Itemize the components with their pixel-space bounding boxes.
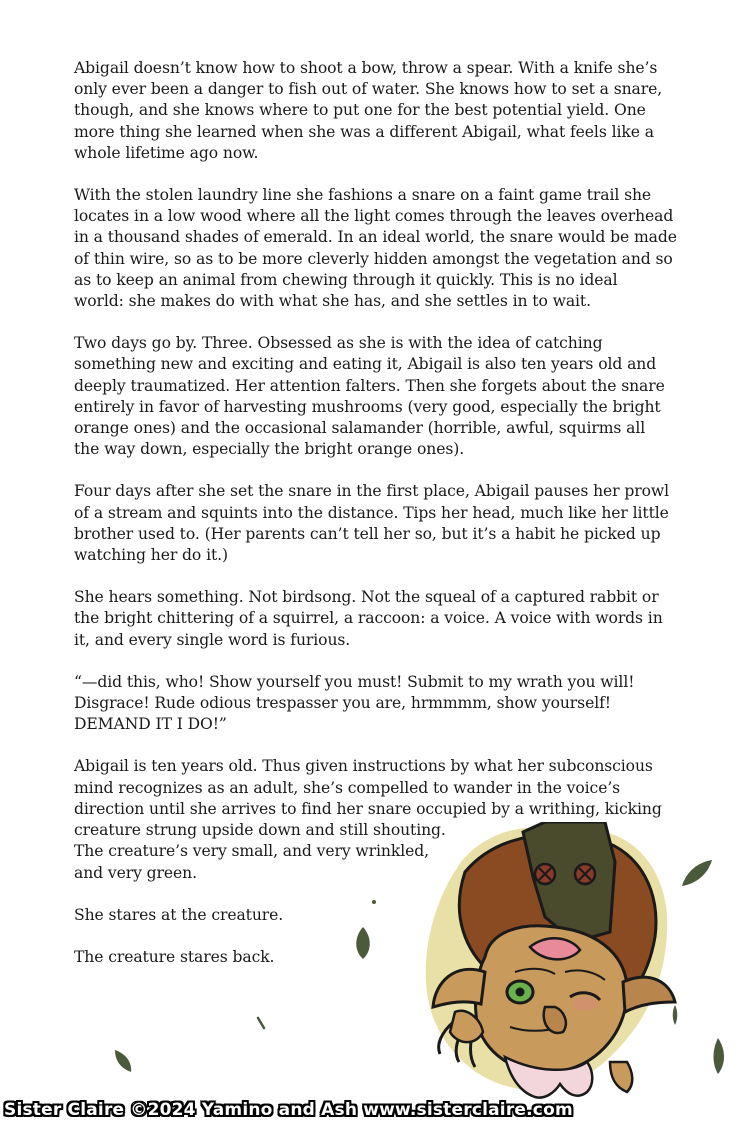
leaf-icon bbox=[112, 1048, 134, 1074]
creature-hand-right bbox=[610, 1062, 632, 1092]
story-line: world: she makes do with what she has, and she settles in to wait. bbox=[74, 292, 591, 311]
story-line: With the stolen laundry line she fashions a snare on a faint game trail she bbox=[74, 186, 652, 205]
leaf-icon bbox=[256, 1016, 266, 1030]
story-line: DEMAND IT I DO!” bbox=[74, 715, 227, 734]
story-paragraph bbox=[74, 587, 674, 651]
credits-footer: Sister Claire ©2024 Yamino and Ash www.sisterclaire.com bbox=[4, 1100, 573, 1120]
story-line: Two days go by. Three. Obsessed as she is with the idea of catching bbox=[74, 334, 603, 353]
story-line: of thin wire, so as to be more cleverly hidden amongst the vegetation and so bbox=[74, 249, 673, 268]
story-line: in a thousand shades of emerald. In an ideal world, the snare would be made bbox=[74, 228, 677, 247]
story-line: more thing she learned when she was a different Abigail, what feels like a bbox=[74, 122, 654, 141]
leaf-icon bbox=[370, 898, 378, 906]
leaf-icon bbox=[680, 858, 714, 888]
story-line: entirely in favor of harvesting mushrooms (very good, especially the bright bbox=[74, 397, 661, 416]
story-line: Abigail doesn’t know how to shoot a bow, throw a spear. With a knife she’s bbox=[74, 59, 658, 77]
story-line: watching her do it.) bbox=[74, 546, 228, 565]
story-line: the way down, especially the bright orange ones). bbox=[74, 440, 465, 459]
story-line: creature strung upside down and still shouting. bbox=[74, 821, 446, 840]
story-line: She hears something. Not birdsong. Not the squeal of a captured rabbit or bbox=[74, 588, 659, 607]
story-line: orange ones) and the occasional salamander (horrible, awful, squirms all bbox=[74, 419, 646, 438]
story-line: deeply traumatized. Her attention falters. Then she forgets about the snare bbox=[74, 376, 665, 395]
story-line: as to keep an animal from chewing through it quickly. This is no ideal bbox=[74, 270, 618, 289]
story-line: something new and exciting and eating it, Abigail is also ten years old and bbox=[74, 355, 657, 374]
story-line: locates in a low wood where all the light comes through the leaves overhead bbox=[74, 207, 674, 226]
story-line: Four days after she set the snare in the first place, Abigail pauses her prowl bbox=[74, 482, 670, 501]
story-line: though, and she knows where to put one for the best potential yield. One bbox=[74, 101, 646, 120]
story-line: Abigail is ten years old. Thus given instructions by what her subconscious bbox=[74, 757, 653, 776]
leaf-icon bbox=[352, 925, 374, 961]
story-line: Disgrace! Rude odious trespasser you are, hrmmmm, show yourself! bbox=[74, 694, 611, 713]
story-paragraph bbox=[74, 333, 674, 460]
story-line: The creature’s very small, and very wrinkled, bbox=[74, 842, 429, 861]
creature-illustration bbox=[395, 822, 695, 1107]
story-line: the bright chittering of a squirrel, a raccoon: a voice. A voice with words in bbox=[74, 609, 663, 628]
story-line: She stares at the creature. bbox=[74, 905, 284, 924]
story-line: direction until she arrives to find her snare occupied by a writhing, kicking bbox=[74, 799, 662, 818]
story-line: it, and every single word is furious. bbox=[74, 630, 351, 649]
story-paragraph bbox=[74, 185, 677, 312]
story-paragraph bbox=[74, 481, 674, 566]
story-line: The creature stares back. bbox=[74, 947, 275, 966]
story-line: brother used to. (Her parents can’t tell her so, but it’s a habit he picked up bbox=[74, 524, 661, 543]
story-paragraph bbox=[74, 58, 674, 164]
story-line: of a stream and squints into the distance. Tips her head, much like her little bbox=[74, 503, 669, 522]
story-line: only ever been a danger to fish out of water. She knows how to set a snare, bbox=[74, 80, 663, 99]
story-paragraph bbox=[74, 672, 674, 736]
leaf-icon bbox=[670, 1003, 680, 1027]
story-line: mind recognizes as an adult, she’s compelled to wander in the voice’s bbox=[74, 778, 621, 797]
story-line: “—did this, who! Show yourself you must! Submit to my wrath you will! bbox=[74, 672, 635, 691]
story-line: and very green. bbox=[74, 863, 197, 882]
story-line: whole lifetime ago now. bbox=[74, 143, 259, 162]
leaf-icon bbox=[708, 1036, 728, 1076]
